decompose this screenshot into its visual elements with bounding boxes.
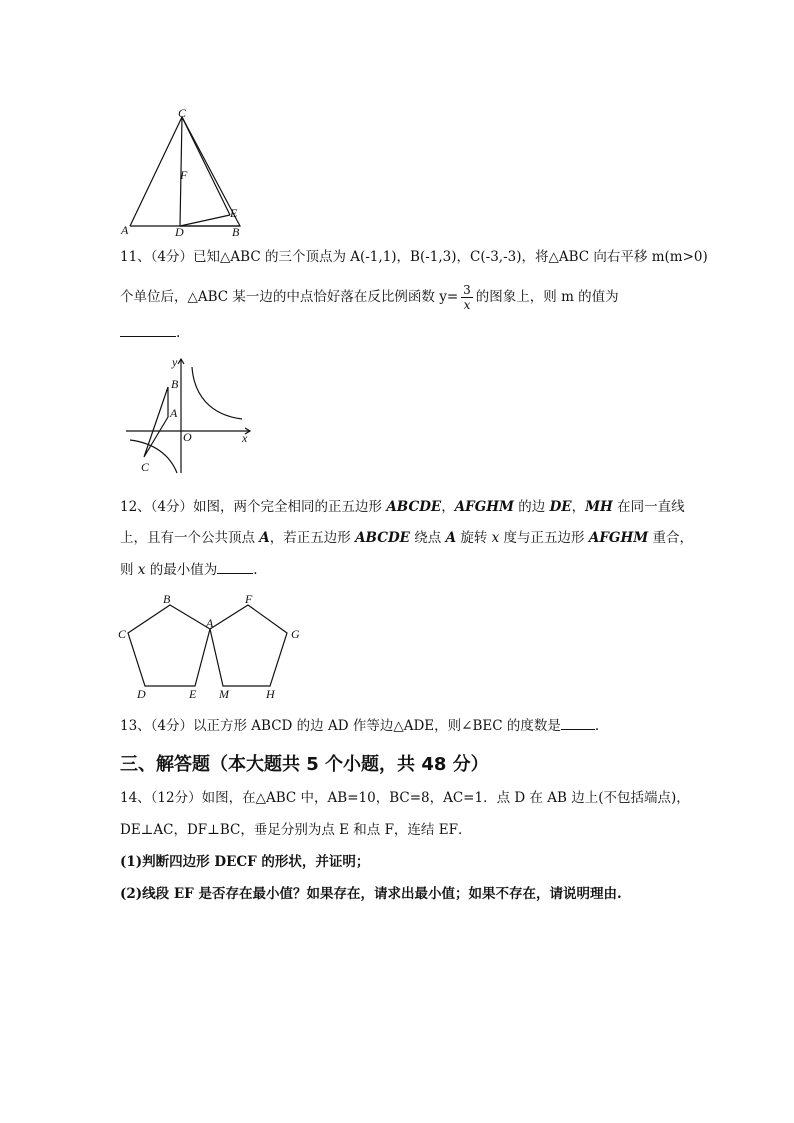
label-d: D xyxy=(175,225,184,236)
q12-text: 度与正五边形 xyxy=(499,530,589,546)
answer-blank-q13[interactable] xyxy=(561,716,595,730)
segment-de xyxy=(180,215,230,226)
q12-text: 的边 xyxy=(514,499,550,515)
q13-text: 13、（4分）以正方形 ABCD 的边 AD 作等边△ADE，则∠BEC 的度数是 xyxy=(120,718,561,734)
q12-period: . xyxy=(253,562,258,578)
q12-text: 12、（4分）如图，两个完全相同的正五边形 xyxy=(120,499,387,515)
label-x: x xyxy=(242,431,248,445)
q12-text: 重合， xyxy=(648,530,693,546)
q11-line1: 11、（4分）已知△ABC 的三个顶点为 A(-1,1)，B(-1,3)，C(-3,-3)，将△ABC 向右平移 m(m>0) xyxy=(120,249,708,265)
label-b: B xyxy=(163,592,171,606)
q12-math: x xyxy=(137,562,146,578)
triangle-figure xyxy=(118,106,258,236)
triangle-abc xyxy=(144,387,168,457)
q12-math: ABCDE xyxy=(386,499,442,515)
pentagons-figure xyxy=(115,588,315,703)
answer-blank-q12[interactable] xyxy=(217,560,253,574)
q12-text: 在同一直线 xyxy=(612,499,685,515)
hyperbola-branch-third-quadrant xyxy=(130,440,177,473)
section-title: 三、解答题（本大题共 5 个小题，共 48 分） xyxy=(120,754,489,775)
label-c: C xyxy=(141,460,150,474)
label-c: C xyxy=(118,627,127,641)
label-d: D xyxy=(137,687,146,701)
label-y: y xyxy=(172,355,178,369)
label-e: E xyxy=(189,687,197,701)
q11-line2-after: 的图象上，则 m 的值为 xyxy=(475,289,619,305)
label-c: C xyxy=(178,106,187,120)
coordinate-graph xyxy=(122,355,262,480)
q11-line2 xyxy=(120,283,619,312)
q12-text: 则 xyxy=(120,562,138,578)
q12-math: x xyxy=(491,530,500,546)
pentagon-afghm xyxy=(210,605,287,686)
label-b: B xyxy=(171,377,179,391)
q11-line3 xyxy=(120,323,180,343)
label-a: A xyxy=(121,223,129,236)
q12-text: ，若正五边形 xyxy=(269,530,356,546)
q11-period: . xyxy=(176,325,181,341)
q14-part1: (1)判断四边形 DECF 的形状，并证明； xyxy=(120,854,370,870)
q12-line2 xyxy=(120,528,693,548)
q12-math: AFGHM xyxy=(588,530,649,546)
segment-ce xyxy=(182,117,230,215)
q12-text: ， xyxy=(571,499,586,515)
q12-math: MH xyxy=(585,499,613,515)
label-m: M xyxy=(219,687,229,701)
label-h: H xyxy=(266,687,275,701)
q12-line1 xyxy=(120,497,685,517)
q14-part2: (2)线段 EF 是否存在最小值？如果存在，请求出最小值；如果不存在，请说明理由. xyxy=(120,886,622,902)
label-o: O xyxy=(183,430,192,444)
label-a: A xyxy=(206,616,214,630)
fraction-3-over-x xyxy=(461,283,473,312)
q12-text: 绕点 xyxy=(409,530,446,546)
q12-text: 的最小值为 xyxy=(145,562,218,578)
q12-math: ABCDE xyxy=(355,530,410,546)
q12-math: DE xyxy=(549,499,572,515)
q14-line1: 14、（12分）如图，在△ABC 中，AB=10，BC=8，AC=1．点 D 在 AB 边上(不包括端点)， xyxy=(120,790,690,806)
label-b: B xyxy=(232,225,240,236)
q13-period: . xyxy=(594,718,600,734)
label-e: E xyxy=(230,206,238,220)
label-f: F xyxy=(245,592,253,606)
q11-line2-before: 个单位后，△ABC 某一边的中点恰好落在反比例函数 y= xyxy=(120,289,459,305)
q13-line xyxy=(120,716,599,736)
q12-text: 上，且有一个公共顶点 xyxy=(120,530,260,546)
label-f: F xyxy=(180,168,188,182)
fraction-denominator: x xyxy=(463,298,471,312)
hyperbola-branch-first-quadrant xyxy=(192,367,242,419)
pentagon-abcde xyxy=(128,605,210,686)
q12-text: ， xyxy=(441,499,455,515)
q12-math: A xyxy=(445,530,457,546)
answer-blank-q11[interactable] xyxy=(120,323,176,337)
q14-line2: DE⊥AC，DF⊥BC，垂足分别为点 E 和点 F，连结 EF． xyxy=(120,822,472,838)
label-g: G xyxy=(291,627,300,641)
label-a: A xyxy=(170,406,178,420)
q12-text: 旋转 xyxy=(456,530,492,546)
q12-math: A xyxy=(259,530,270,546)
q12-line3 xyxy=(120,560,258,580)
q12-math: AFGHM xyxy=(454,499,514,515)
fraction-numerator: 3 xyxy=(463,283,471,297)
